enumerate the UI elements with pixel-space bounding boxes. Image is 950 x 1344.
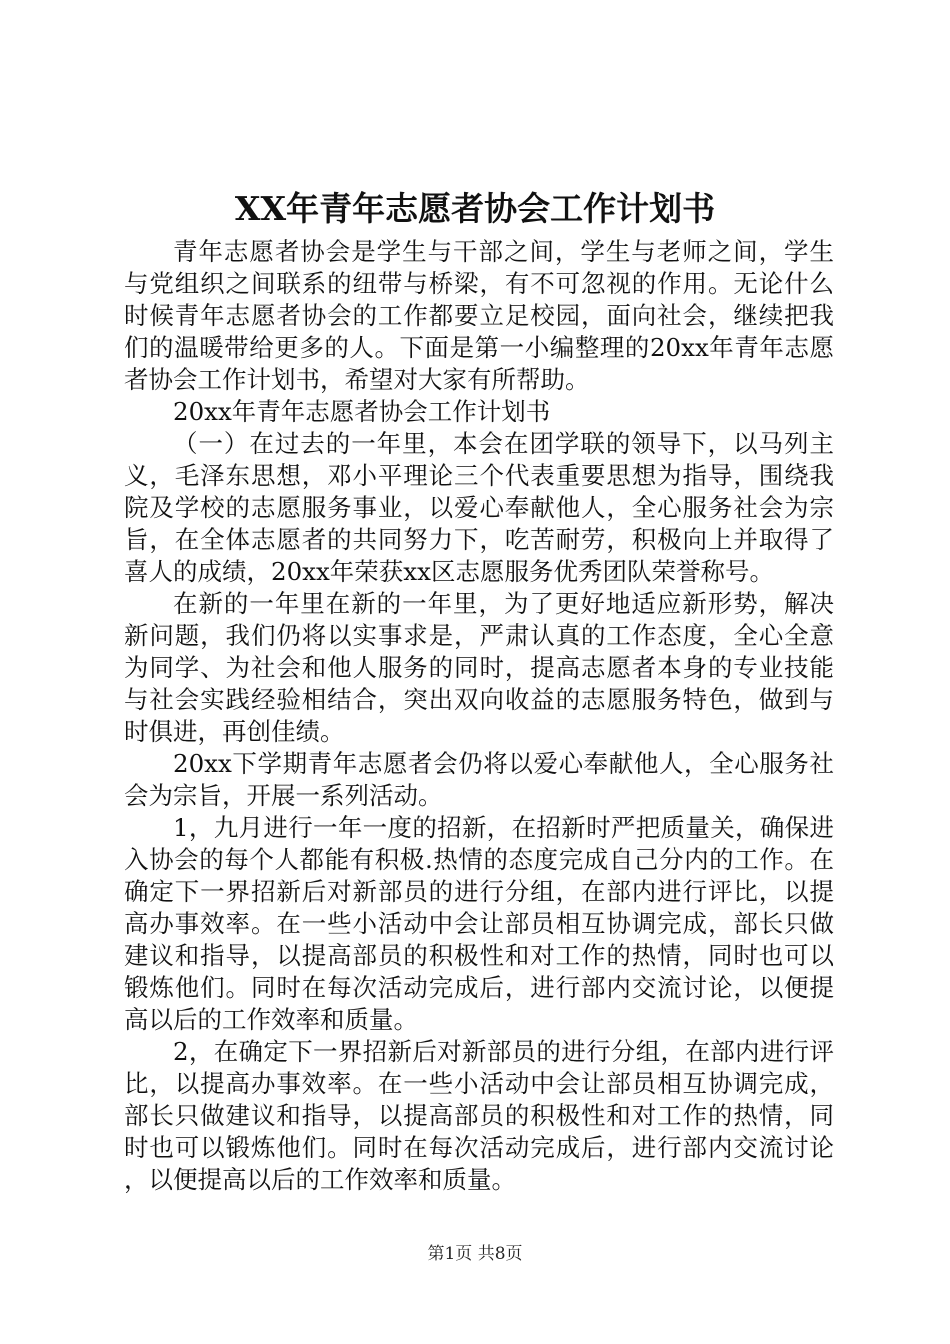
intro-paragraph: 青年志愿者协会是学生与干部之间，学生与老师之间，学生与党组织之间联系的纽带与桥梁，有不可忽视的作用。无论什么时候青年志愿者协会的工作都要立足校园，面向社会，继续把我们的温暖带给更多的人。下面是第一小编整理的20xx年青年志愿者协会工作计划书，希望对大家有所帮助。 — [124, 237, 834, 394]
section-heading: 20xx年青年志愿者协会工作计划书 — [173, 397, 551, 426]
body-paragraph: 在新的一年里在新的一年里，为了更好地适应新形势，解决新问题，我们仍将以实事求是，严肃认真的工作态度，全心全意为同学、为社会和他人服务的同时，提高志愿者本身的专业技能与社会实践经验相结合，突出双向收益的志愿服务特色，做到与时俱进，再创佳绩。 — [124, 589, 834, 746]
list-item-paragraph: 2，在确定下一界招新后对新部员的进行分组，在部内进行评比，以提高办事效率。在一些小活动中会让部员相互协调完成，部长只做建议和指导，以提高部员的积极性和对工作的热情，同时也可以锻炼他们。同时在每次活动完成后，进行部内交流讨论，以便提高以后的工作效率和质量。 — [124, 1037, 834, 1194]
page-footer: 第1页 共8页 — [427, 1244, 523, 1264]
document-body — [124, 236, 834, 1196]
list-item-paragraph: 1，九月进行一年一度的招新，在招新时严把质量关，确保进入协会的每个人都能有积极.热情的态度完成自己分内的工作。在确定下一界招新后对新部员的进行分组，在部内进行评比，以提高办事效率。在一些小活动中会让部员相互协调完成，部长只做建议和指导，以提高部员的积极性和对工作的热情，同时也可以锻炼他们。同时在每次活动完成后，进行部内交流讨论，以便提高以后的工作效率和质量。 — [124, 813, 834, 1034]
body-paragraph: 20xx下学期青年志愿者会仍将以爱心奉献他人，全心服务社会为宗旨，开展一系列活动。 — [124, 749, 834, 810]
body-paragraph: （一）在过去的一年里，本会在团学联的领导下，以马列主义，毛泽东思想，邓小平理论三个代表重要思想为指导，围绕我院及学校的志愿服务事业，以爱心奉献他人，全心服务社会为宗旨，在全体志愿者的共同努力下，吃苦耐劳，积极向上并取得了喜人的成绩，20xx年荣获xx区志愿服务优秀团队荣誉称号。 — [124, 429, 834, 586]
document-title: XX年青年志愿者协会工作计划书 — [234, 189, 716, 228]
